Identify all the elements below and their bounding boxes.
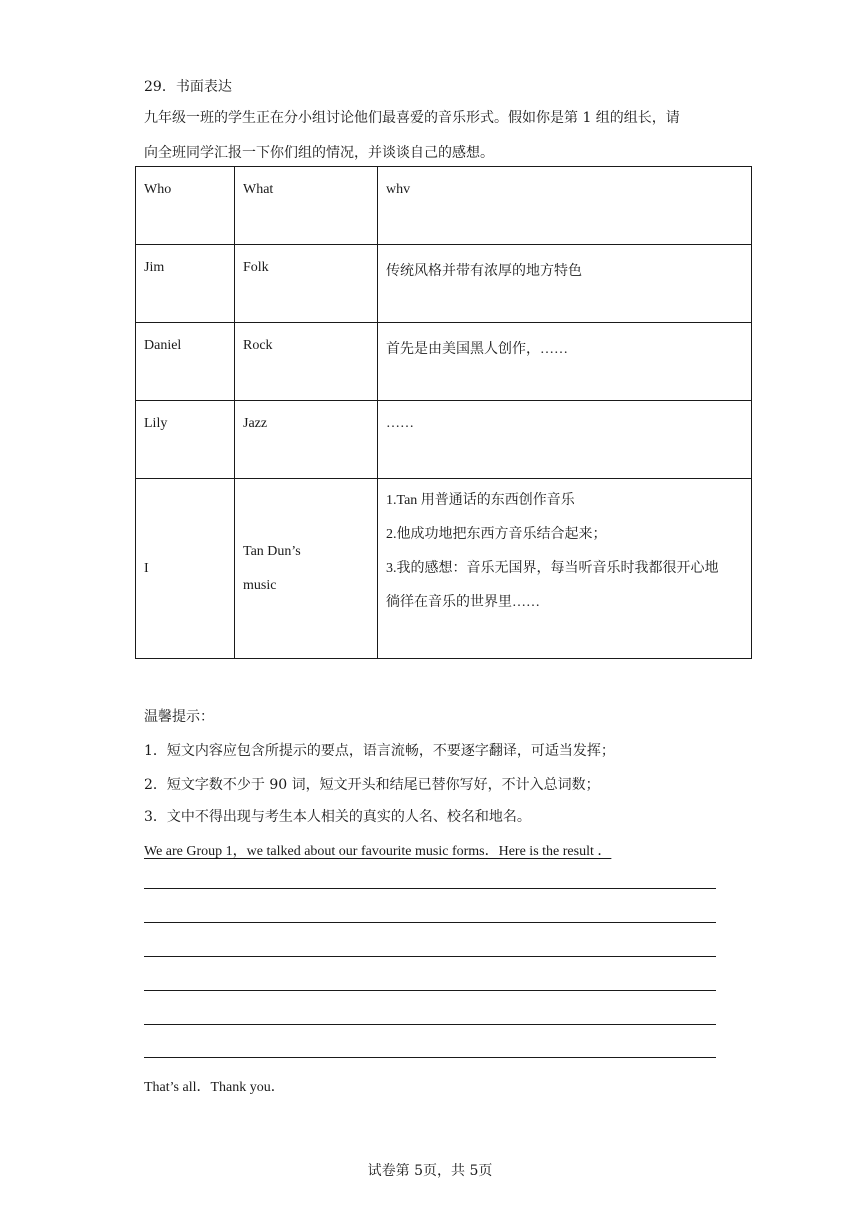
tip-item: 3．文中不得出现与考生本人相关的真实的人名、校名和地名。 [144, 809, 531, 825]
cell-who: Lily [136, 401, 235, 479]
cell-what-line: music [243, 577, 277, 593]
cell-why-line: 3.我的感想：音乐无国界，每当听音乐时我都很开心地 [386, 561, 719, 576]
cell-what-line: Tan Dun’s [243, 543, 301, 559]
cell-why-line: 徜徉在音乐的世界里…… [386, 595, 540, 610]
tip-item: 1．短文内容应包含所提示的要点，语言流畅，不要逐字翻译，可适当发挥； [144, 743, 615, 759]
table-row [136, 401, 752, 479]
prompt-table [135, 166, 752, 659]
question-intro-line-2: 向全班同学汇报一下你们组的情况，并谈谈自己的感想。 [144, 145, 494, 161]
tip-item: 2．短文字数不少于 90 词，短文开头和结尾已替你写好，不计入总词数； [144, 777, 600, 793]
answer-line[interactable] [144, 1057, 716, 1058]
cell-what: Rock [235, 323, 378, 401]
essay-closing: That’s all．Thank you． [144, 1080, 285, 1095]
answer-line[interactable] [144, 888, 716, 889]
cell-why-line: 2.他成功地把东西方音乐结合起来； [386, 527, 607, 542]
cell-why: 传统风格并带有浓厚的地方特色 [378, 245, 752, 323]
cell-who: Jim [136, 245, 235, 323]
answer-line[interactable] [144, 1024, 716, 1025]
answer-line[interactable] [144, 990, 716, 991]
cell-what: Jazz [235, 401, 378, 479]
header-what: What [235, 167, 378, 245]
page-footer: 试卷第 5页，共 5页 [367, 1163, 493, 1179]
table-row-self [136, 479, 752, 659]
question-title: 29．书面表达 [144, 79, 232, 95]
question-intro-line-1: 九年级一班的学生正在分小组讨论他们最喜爱的音乐形式。假如你是第 1 组的组长，请 [144, 110, 680, 126]
cell-why: 首先是由美国黑人创作，…… [378, 323, 752, 401]
table-header-row [136, 167, 752, 245]
cell-who: I [136, 479, 235, 659]
tips-title: 温馨提示： [144, 709, 214, 725]
cell-what: Folk [235, 245, 378, 323]
cell-why-line: 1.Tan 用普通话的东西创作音乐 [386, 493, 575, 508]
header-who: Who [136, 167, 235, 245]
table-row [136, 245, 752, 323]
cell-who: Daniel [136, 323, 235, 401]
answer-line[interactable] [144, 956, 716, 957]
essay-opening: We are Group 1，we talked about our favourite music forms．Here is the result ． [144, 844, 612, 859]
cell-why [378, 479, 752, 659]
answer-line[interactable] [144, 922, 716, 923]
table-row [136, 323, 752, 401]
header-why: whv [378, 167, 752, 245]
cell-why: …… [378, 401, 752, 479]
cell-what [235, 479, 378, 659]
